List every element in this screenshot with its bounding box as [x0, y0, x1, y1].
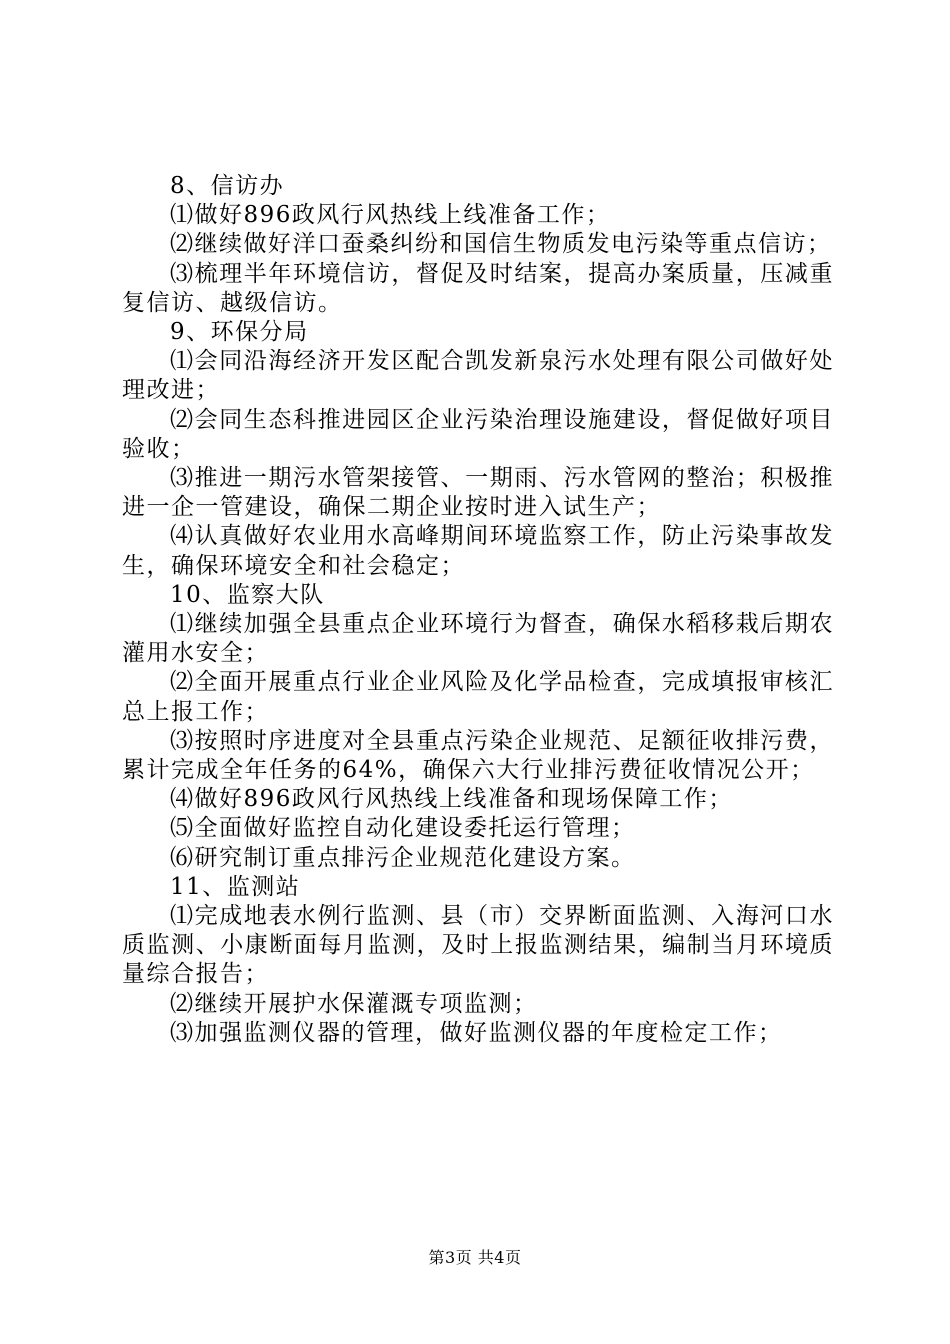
document-body [122, 172, 834, 1048]
paragraph: 8、信访办 [170, 173, 285, 199]
paragraph: ⑶按照时序进度对全县重点污染企业规范、足额征收排污费，累计完成全年任务的64%，确保六大行业排污费征收情况公开； [122, 727, 834, 784]
paragraph: ⑶梳理半年环境信访，督促及时结案，提高办案质量，压减重复信访、越级信访。 [122, 260, 834, 316]
paragraph: ⑴做好896政风行风热线上线准备工作； [170, 202, 611, 229]
paragraph: 11、监测站 [170, 873, 301, 900]
paragraph: ⑷认真做好农业用水高峰期间环境监察工作，防止污染事故发生，确保环境安全和社会稳定； [122, 523, 834, 579]
paragraph: ⑵继续开展护水保灌溉专项监测； [170, 990, 538, 1017]
paragraph: ⑶推进一期污水管架接管、一期雨、污水管网的整治；积极推进一企一管建设，确保二期企业按时进入试生产； [122, 465, 834, 521]
paragraph: ⑵全面开展重点行业企业风险及化学品检查，完成填报审核汇总上报工作； [122, 669, 834, 725]
paragraph: ⑴完成地表水例行监测、县（市）交界断面监测、入海河口水质监测、小康断面每月监测，及时上报监测结果，编制当月环境质量综合报告； [122, 903, 834, 988]
paragraph: 9、环保分局 [170, 319, 309, 346]
page-footer: 第3页 共4页 [428, 1248, 522, 1267]
paragraph: ⑴会同沿海经济开发区配合凯发新泉污水处理有限公司做好处理改进； [122, 348, 834, 404]
paragraph: ⑴继续加强全县重点企业环境行为督查，确保水稻移栽后期农灌用水安全； [122, 611, 834, 667]
paragraph: ⑵继续做好洋口蚕桑纠纷和国信生物质发电污染等重点信访； [170, 231, 832, 258]
paragraph: ⑹研究制订重点排污企业规范化建设方案。 [170, 844, 636, 871]
paragraph: ⑵会同生态科推进园区企业污染治理设施建设，督促做好项目验收； [122, 406, 834, 462]
paragraph: ⑶加强监测仪器的管理，做好监测仪器的年度检定工作； [170, 1019, 783, 1046]
paragraph: ⑷做好896政风行风热线上线准备和现场保障工作； [170, 786, 733, 813]
paragraph: 10、监察大队 [170, 581, 325, 608]
paragraph: ⑸全面做好监控自动化建设委托运行管理； [170, 815, 636, 842]
